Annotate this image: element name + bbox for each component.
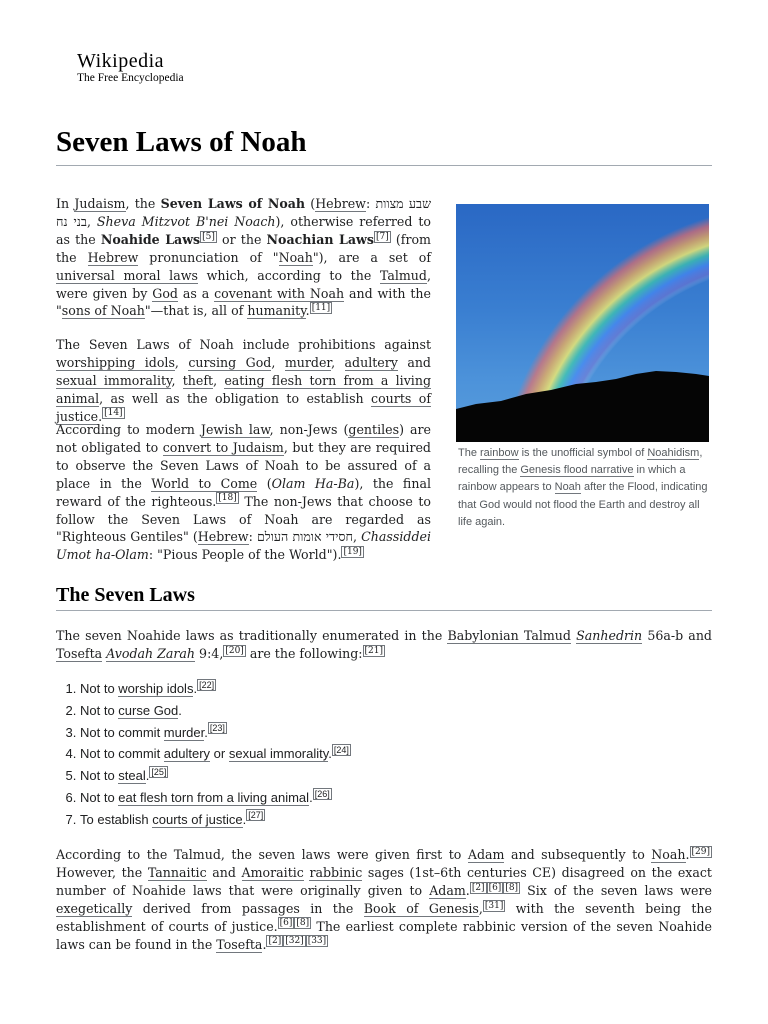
link-law[interactable]: courts of justice bbox=[152, 811, 243, 827]
text: Not to bbox=[80, 702, 119, 718]
text: and bbox=[397, 354, 431, 370]
text: : שבע מצוות בני נח, bbox=[56, 196, 431, 229]
link-gentiles[interactable]: gentiles bbox=[348, 422, 400, 437]
text: are the following: bbox=[245, 645, 363, 661]
text: . bbox=[309, 789, 313, 805]
link-noah-2[interactable]: Noah bbox=[651, 847, 686, 862]
citation-11[interactable]: [11] bbox=[311, 303, 331, 314]
link-book-of-genesis[interactable]: Book of Genesis bbox=[363, 900, 479, 916]
link-convert-to-judaism[interactable]: convert to Judaism bbox=[162, 439, 284, 455]
bold-term: Noachian Laws bbox=[266, 231, 374, 247]
text: , non-Jews ( bbox=[269, 422, 349, 437]
text: In bbox=[56, 196, 75, 211]
link-universal-moral-laws[interactable]: universal moral laws bbox=[56, 267, 198, 283]
citation-14[interactable]: [14] bbox=[104, 408, 123, 419]
transliteration: Olam Ha-Ba bbox=[271, 475, 355, 491]
list-item bbox=[80, 722, 351, 744]
section-divider bbox=[56, 610, 712, 611]
link-babylonian-talmud[interactable]: Babylonian Talmud bbox=[447, 628, 571, 643]
link-god[interactable]: God bbox=[152, 285, 178, 301]
text: . bbox=[242, 811, 247, 827]
text: . bbox=[305, 303, 310, 319]
link-avodah-zarah[interactable]: Avodah Zarah bbox=[106, 645, 196, 661]
link-noahidism[interactable]: Noahidism bbox=[647, 447, 700, 459]
text: , bbox=[171, 372, 183, 388]
link-theft[interactable]: theft bbox=[182, 372, 214, 388]
citation-24[interactable]: [24] bbox=[333, 745, 349, 756]
text: "), are a set of bbox=[312, 249, 431, 265]
citation-21[interactable]: [21] bbox=[364, 645, 384, 656]
link-rainbow[interactable]: rainbow bbox=[480, 447, 519, 459]
text: The non-Jews that choose to follow the Seven Laws of Noah are regarded as "Righteous Gentiles" ( bbox=[56, 493, 431, 545]
text: Not to bbox=[80, 789, 119, 805]
text: , bbox=[331, 354, 345, 370]
citation-33[interactable]: [33] bbox=[307, 936, 327, 947]
text: . bbox=[685, 847, 690, 862]
text: or bbox=[210, 746, 229, 762]
text: Not to bbox=[80, 681, 119, 696]
link-noah-caption[interactable]: Noah bbox=[554, 481, 581, 494]
text: with the seventh being the establishment of courts of justice. bbox=[56, 900, 712, 934]
link-law[interactable]: eat flesh torn from a living animal bbox=[118, 789, 310, 805]
text: , bbox=[271, 354, 285, 370]
text: . bbox=[465, 882, 470, 898]
list-item bbox=[80, 743, 351, 765]
text: in which a rainbow appears to bbox=[458, 464, 686, 494]
link-courts-of-justice[interactable]: courts of justice bbox=[56, 390, 431, 424]
text: . bbox=[145, 768, 150, 784]
citation-5[interactable]: [5] bbox=[202, 231, 215, 242]
link-humanity[interactable]: humanity bbox=[247, 303, 306, 319]
citation-19[interactable]: [19] bbox=[343, 547, 362, 558]
citation-23[interactable]: [23] bbox=[209, 723, 225, 734]
text: . bbox=[328, 746, 332, 762]
link-law[interactable]: adultery bbox=[163, 746, 211, 762]
citation-25[interactable]: [25] bbox=[151, 766, 167, 777]
text: The seven Noahide laws as traditionally enumerated in the bbox=[56, 628, 448, 643]
rainbow-image[interactable] bbox=[456, 204, 709, 442]
text: ( bbox=[305, 196, 316, 211]
text: : "Pious People of the World"). bbox=[148, 547, 342, 563]
list-item bbox=[80, 765, 351, 787]
text: and subsequently to bbox=[504, 847, 652, 862]
text: Not to commit bbox=[80, 746, 164, 762]
text: . bbox=[178, 702, 182, 718]
rainbow-illustration bbox=[456, 204, 709, 442]
link-rabbinic[interactable]: rabbinic bbox=[309, 864, 363, 880]
text: ), otherwise referred to as the bbox=[56, 213, 431, 247]
title-divider bbox=[56, 165, 712, 166]
text: or the bbox=[216, 231, 267, 247]
citation-6[interactable]: [6] bbox=[488, 882, 502, 893]
link-eating-flesh[interactable]: eating flesh torn from a living animal bbox=[56, 372, 432, 406]
text: ), the final reward of the righteous. bbox=[56, 475, 431, 509]
text: Six of the seven laws were bbox=[520, 882, 712, 898]
link-law[interactable]: curse God bbox=[118, 702, 179, 718]
link-adam-2[interactable]: Adam bbox=[429, 882, 466, 898]
link-adultery[interactable]: adultery bbox=[344, 354, 398, 370]
text: Not to commit bbox=[80, 724, 164, 740]
citation-6b[interactable]: [6] bbox=[279, 918, 293, 929]
text: pronunciation of " bbox=[138, 249, 279, 265]
list-item bbox=[80, 809, 351, 831]
citation-8b[interactable]: [8] bbox=[296, 918, 310, 929]
transliteration: Chassiddei Umot ha-Olam bbox=[56, 529, 431, 563]
text: ( bbox=[257, 475, 272, 491]
text: : חסידי אומות העולם, bbox=[248, 529, 362, 545]
text: The bbox=[458, 447, 481, 459]
text: To establish bbox=[80, 811, 153, 827]
text: and with the " bbox=[56, 285, 431, 319]
citation-31[interactable]: [31] bbox=[484, 900, 504, 911]
text: . bbox=[262, 936, 267, 952]
text: as a bbox=[178, 285, 215, 301]
text: . bbox=[204, 724, 208, 740]
section-paragraph-2 bbox=[56, 846, 712, 953]
bold-term: Noahide Laws bbox=[100, 231, 201, 247]
wordmark: Wikipedia bbox=[77, 50, 164, 72]
list-item bbox=[80, 678, 351, 700]
link-world-to-come[interactable]: World to Come bbox=[151, 475, 258, 491]
text: However, the bbox=[56, 864, 148, 880]
link-talmud[interactable]: Talmud bbox=[379, 267, 427, 283]
list-item bbox=[80, 787, 351, 809]
link-noah[interactable]: Noah bbox=[278, 249, 313, 265]
text: 56a-b and bbox=[642, 628, 712, 643]
text: (from the bbox=[56, 231, 431, 265]
text: According to modern bbox=[56, 422, 201, 437]
citation-8[interactable]: [8] bbox=[505, 882, 519, 893]
text: , bbox=[213, 372, 225, 388]
link-tosefta-2[interactable]: Tosefta bbox=[216, 936, 263, 952]
text: Not to bbox=[80, 768, 119, 784]
wikipedia-logo[interactable] bbox=[77, 51, 184, 84]
text: According to the Talmud, the seven laws were given first to bbox=[56, 847, 468, 862]
citation-26[interactable]: [26] bbox=[314, 788, 330, 799]
page-title: Seven Laws of Noah bbox=[56, 126, 307, 158]
link-cursing-god[interactable]: cursing God bbox=[188, 354, 272, 370]
lead-paragraph-1 bbox=[56, 195, 431, 320]
text: The Seven Laws of Noah include prohibitions against bbox=[56, 337, 431, 352]
citation-27[interactable]: [27] bbox=[248, 810, 264, 821]
text: . bbox=[98, 408, 103, 424]
citation-2[interactable]: [2] bbox=[471, 882, 485, 893]
text: , recalling the bbox=[458, 447, 703, 477]
link-hebrew[interactable]: Hebrew bbox=[315, 196, 366, 211]
link-hebrew-2[interactable]: Hebrew bbox=[87, 249, 139, 265]
link-murder[interactable]: murder bbox=[284, 354, 332, 370]
citation-7[interactable]: [7] bbox=[376, 231, 389, 242]
link-judaism[interactable]: Judaism bbox=[74, 196, 126, 211]
text: The earliest complete rabbinic version of the seven Noahide laws can be found in the bbox=[56, 918, 713, 952]
text: , bbox=[478, 900, 483, 916]
list-item bbox=[80, 700, 351, 722]
tagline: The Free Encyclopedia bbox=[77, 72, 184, 84]
link-law[interactable]: steal bbox=[118, 768, 146, 784]
section-intro-paragraph bbox=[56, 627, 712, 663]
link-worshipping-idols[interactable]: worshipping idols bbox=[56, 354, 175, 370]
lead-paragraph-3 bbox=[56, 421, 431, 564]
link-exegetically[interactable]: exegetically bbox=[56, 900, 133, 916]
citation-22[interactable]: [22] bbox=[199, 679, 215, 690]
text: is the unofficial symbol of bbox=[518, 447, 648, 459]
link-law-2[interactable]: sexual immorality bbox=[228, 746, 329, 762]
link-covenant-with-noah[interactable]: covenant with Noah bbox=[214, 285, 345, 301]
transliteration: Sheva Mitzvot B'nei Noach bbox=[96, 213, 276, 229]
text: derived from passages in the bbox=[132, 900, 364, 916]
link-law[interactable]: murder bbox=[163, 724, 205, 740]
link-tosefta[interactable]: Tosefta bbox=[56, 645, 103, 661]
seven-laws-list bbox=[59, 678, 351, 831]
citation-2b[interactable]: [2] bbox=[268, 936, 282, 947]
text: , the bbox=[125, 196, 161, 211]
text: and bbox=[206, 864, 242, 880]
text: sages (1st–6th centuries CE) disagreed on the exact number of Noahide laws that were originally given to bbox=[56, 864, 712, 898]
bold-term: Seven Laws of Noah bbox=[160, 196, 306, 211]
lead-paragraph-2 bbox=[56, 336, 431, 426]
link-law[interactable]: worship idols bbox=[118, 681, 194, 696]
text: , bbox=[174, 354, 189, 370]
link-adam[interactable]: Adam bbox=[467, 847, 505, 862]
citation-20[interactable]: [20] bbox=[225, 645, 244, 656]
text: , as well as the obligation to establish bbox=[99, 390, 372, 406]
section-heading: The Seven Laws bbox=[56, 584, 195, 606]
link-sanhedrin[interactable]: Sanhedrin bbox=[576, 628, 643, 643]
text: after the Flood, indicating that God would not flood the Earth and destroy all life again. bbox=[458, 481, 708, 528]
citation-18[interactable]: [18] bbox=[218, 493, 237, 504]
text: , but they are required to observe the Seven Laws of Noah to be assured of a place in the bbox=[56, 439, 431, 491]
link-sons-of-noah[interactable]: sons of Noah bbox=[61, 303, 145, 319]
citation-29[interactable]: [29] bbox=[691, 846, 710, 857]
link-amoraitic[interactable]: Amoraitic bbox=[241, 864, 304, 880]
text: "—that is, all of bbox=[144, 303, 248, 319]
link-sexual-immorality[interactable]: sexual immorality bbox=[56, 372, 172, 388]
link-tannaitic[interactable]: Tannaitic bbox=[147, 864, 207, 880]
link-jewish-law[interactable]: Jewish law bbox=[200, 422, 270, 437]
image-caption bbox=[458, 445, 710, 531]
text: 9:4, bbox=[195, 645, 224, 661]
citation-32[interactable]: [32] bbox=[285, 936, 304, 947]
text: which, according to the bbox=[197, 267, 380, 283]
text: , were given by bbox=[56, 267, 431, 301]
link-hebrew-3[interactable]: Hebrew bbox=[197, 529, 249, 545]
text: ) are not obligated to bbox=[56, 422, 431, 455]
text: . bbox=[193, 681, 198, 696]
link-genesis-flood-narrative[interactable]: Genesis flood narrative bbox=[520, 464, 634, 477]
